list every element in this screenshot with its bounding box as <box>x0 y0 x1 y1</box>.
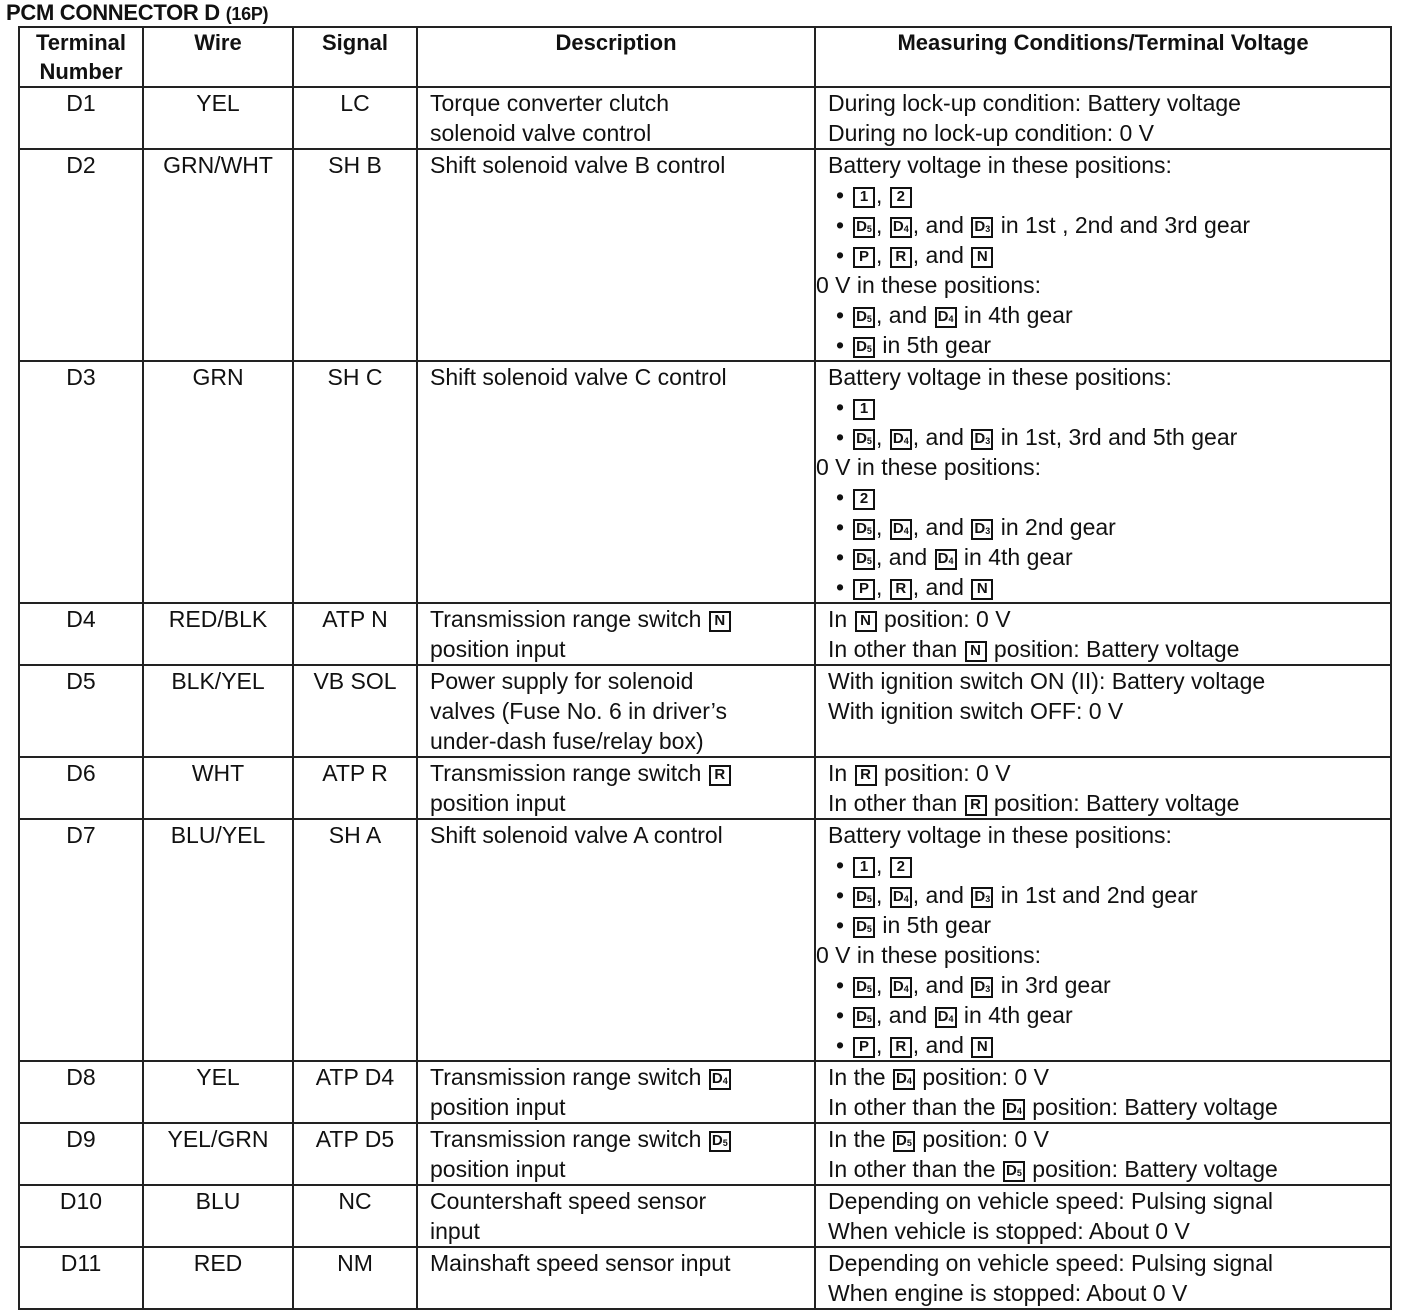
measuring-cell <box>815 87 1391 149</box>
table-row <box>19 149 1391 361</box>
wire-cell: BLU/YEL <box>143 819 293 1061</box>
description-line: position input <box>430 636 566 662</box>
wire-cell: BLU <box>143 1185 293 1247</box>
position-symbol-icon: $D_4$ <box>709 1069 731 1090</box>
terminal-cell: D5 <box>19 665 143 757</box>
measuring-line: In other than N position: Battery voltage <box>828 636 1240 662</box>
terminal-cell: D9 <box>19 1123 143 1185</box>
position-symbol-icon: $D_4$ <box>890 977 912 998</box>
bullet-item: • P , R , and N <box>828 1030 1390 1060</box>
signal-cell: ATP D5 <box>293 1123 417 1185</box>
position-symbol-icon: R <box>965 795 987 816</box>
header-measuring: Measuring Conditions/Terminal Voltage <box>815 27 1391 87</box>
bullet-item: • $D_5$ , $D_4$ , and $D_3$ in 1st, 3rd and 5th gear <box>828 422 1390 452</box>
position-symbol-icon: $D_5$ <box>853 337 875 358</box>
description-line: position input <box>430 790 566 816</box>
position-symbol-icon: $D_5$ <box>853 977 875 998</box>
bullet-item: • $D_5$ , $D_4$ , and $D_3$ in 1st and 2nd gear <box>828 880 1390 910</box>
position-symbol-icon: $D_5$ <box>853 217 875 238</box>
bullet-item: • $D_5$ in 5th gear <box>828 330 1390 360</box>
measuring-line: Battery voltage in these positions: <box>828 152 1172 178</box>
measuring-line: In other than the $D_4$ position: Battery voltage <box>828 1094 1278 1120</box>
position-symbol-icon: 1 <box>853 187 875 208</box>
terminal-cell: D6 <box>19 757 143 819</box>
title-suffix: (16P) <box>225 4 269 24</box>
signal-cell: ATP R <box>293 757 417 819</box>
position-symbol-icon: N <box>965 641 987 662</box>
wire-cell: BLK/YEL <box>143 665 293 757</box>
description-line: Transmission range switch $D_4$ <box>430 1062 814 1092</box>
signal-cell: VB SOL <box>293 665 417 757</box>
measuring-line: Depending on vehicle speed: Pulsing signal <box>828 1250 1273 1276</box>
position-symbol-icon: $D_3$ <box>971 519 993 540</box>
description-line: Torque converter clutch <box>430 90 670 116</box>
bullet-item: • $D_5$ in 5th gear <box>828 910 1390 940</box>
measuring-line: 0 V in these positions: <box>816 454 1042 480</box>
position-symbol-icon: $D_4$ <box>935 307 957 328</box>
position-symbol-icon: $D_5$ <box>853 917 875 938</box>
position-symbol-icon: $D_4$ <box>890 429 912 450</box>
measuring-line: In R position: 0 V <box>828 760 1011 786</box>
position-symbol-icon: 2 <box>853 489 875 510</box>
position-symbol-icon: R <box>855 765 877 786</box>
description-line: Countershaft speed sensor <box>430 1188 707 1214</box>
wire-cell: RED/BLK <box>143 603 293 665</box>
position-symbol-icon: $D_5$ <box>853 519 875 540</box>
bullet-item <box>828 392 1390 422</box>
position-symbol-icon: $D_5$ <box>853 549 875 570</box>
description-cell <box>417 149 815 361</box>
description-line: Shift solenoid valve B control <box>430 152 726 178</box>
signal-cell: SH B <box>293 149 417 361</box>
measuring-line: When engine is stopped: About 0 V <box>828 1280 1188 1306</box>
terminal-cell: D11 <box>19 1247 143 1309</box>
description-cell <box>417 1247 815 1309</box>
bullet-item: • 1 , 2 <box>828 850 1390 880</box>
description-line: Transmission range switch N <box>430 604 814 634</box>
header-row <box>19 27 1391 87</box>
description-line: Power supply for solenoid <box>430 668 694 694</box>
wire-cell: YEL/GRN <box>143 1123 293 1185</box>
title-text: PCM CONNECTOR D <box>6 0 220 25</box>
measuring-line: 0 V in these positions: <box>816 272 1042 298</box>
signal-cell: ATP D4 <box>293 1061 417 1123</box>
description-line: Shift solenoid valve A control <box>430 822 723 848</box>
bullet-item: • $D_5$ , and $D_4$ in 4th gear <box>828 1000 1390 1030</box>
bullet-item: • P , R , and N <box>828 240 1390 270</box>
position-symbol-icon: 2 <box>890 857 912 878</box>
measuring-cell <box>815 603 1391 665</box>
header-description: Description <box>417 27 815 87</box>
description-cell <box>417 87 815 149</box>
bullet-item: • $D_5$ , $D_4$ , and $D_3$ in 3rd gear <box>828 970 1390 1000</box>
measuring-line: During no lock-up condition: 0 V <box>828 120 1155 146</box>
measuring-line: Battery voltage in these positions: <box>828 822 1172 848</box>
signal-cell: NM <box>293 1247 417 1309</box>
description-line: Transmission range switch R <box>430 758 814 788</box>
description-line: Mainshaft speed sensor input <box>430 1250 731 1276</box>
signal-cell: NC <box>293 1185 417 1247</box>
position-symbol-icon: $D_5$ <box>853 887 875 908</box>
bullet-item: • 1 , 2 <box>828 180 1390 210</box>
signal-cell: SH C <box>293 361 417 603</box>
description-cell <box>417 1123 815 1185</box>
table-row <box>19 757 1391 819</box>
position-symbol-icon: 2 <box>890 187 912 208</box>
pcm-connector-table <box>18 26 1392 1310</box>
position-symbol-icon: $D_4$ <box>890 519 912 540</box>
wire-cell: GRN/WHT <box>143 149 293 361</box>
measuring-line: 0 V in these positions: <box>816 942 1042 968</box>
header-signal: Signal <box>293 27 417 87</box>
measuring-cell <box>815 665 1391 757</box>
position-symbol-icon: $D_4$ <box>935 1007 957 1028</box>
terminal-cell: D2 <box>19 149 143 361</box>
position-symbol-icon: $D_4$ <box>893 1069 915 1090</box>
bullet-item <box>828 482 1390 512</box>
terminal-cell: D7 <box>19 819 143 1061</box>
position-symbol-icon: 1 <box>853 857 875 878</box>
table-row <box>19 1247 1391 1309</box>
description-line: Transmission range switch $D_5$ <box>430 1124 814 1154</box>
description-cell <box>417 665 815 757</box>
table-row <box>19 603 1391 665</box>
measuring-cell <box>815 1061 1391 1123</box>
signal-cell: ATP N <box>293 603 417 665</box>
bullet-item: • $D_5$ , and $D_4$ in 4th gear <box>828 300 1390 330</box>
measuring-line: In other than R position: Battery voltage <box>828 790 1240 816</box>
signal-cell: SH A <box>293 819 417 1061</box>
position-symbol-icon: $D_4$ <box>935 549 957 570</box>
table-row <box>19 819 1391 1061</box>
description-line: input <box>430 1218 480 1244</box>
position-symbol-icon: $D_5$ <box>893 1131 915 1152</box>
bullet-item: • $D_5$ , $D_4$ , and $D_3$ in 1st , 2nd and 3rd gear <box>828 210 1390 240</box>
page-title <box>6 0 268 26</box>
position-symbol-icon: $D_5$ <box>853 1007 875 1028</box>
measuring-cell <box>815 819 1391 1061</box>
terminal-cell: D8 <box>19 1061 143 1123</box>
measuring-line: In the $D_5$ position: 0 V <box>828 1126 1049 1152</box>
description-cell <box>417 361 815 603</box>
terminal-cell: D1 <box>19 87 143 149</box>
terminal-cell: D10 <box>19 1185 143 1247</box>
position-symbol-icon: $D_3$ <box>971 887 993 908</box>
description-line: valves (Fuse No. 6 in driver’s <box>430 698 727 724</box>
wire-cell: GRN <box>143 361 293 603</box>
position-symbol-icon: $D_3$ <box>971 429 993 450</box>
wire-cell: RED <box>143 1247 293 1309</box>
description-cell <box>417 1185 815 1247</box>
table-row <box>19 665 1391 757</box>
position-symbol-icon: $D_4$ <box>890 217 912 238</box>
measuring-line: With ignition switch OFF: 0 V <box>828 698 1124 724</box>
position-symbol-icon: $D_5$ <box>709 1131 731 1152</box>
position-symbol-icon: N <box>709 611 731 632</box>
position-symbol-icon: $D_5$ <box>853 429 875 450</box>
description-cell <box>417 1061 815 1123</box>
table-row <box>19 1061 1391 1123</box>
table-row <box>19 87 1391 149</box>
measuring-line: In N position: 0 V <box>828 606 1011 632</box>
table-row <box>19 1123 1391 1185</box>
description-cell <box>417 757 815 819</box>
position-symbol-icon: P <box>853 247 875 268</box>
bullet-item: • P , R , and N <box>828 572 1390 602</box>
position-symbol-icon: N <box>971 1037 993 1058</box>
position-symbol-icon: N <box>855 611 877 632</box>
position-symbol-icon: $D_4$ <box>1003 1099 1025 1120</box>
measuring-line: With ignition switch ON (II): Battery voltage <box>828 668 1266 694</box>
header-wire: Wire <box>143 27 293 87</box>
bullet-item: • $D_5$ , and $D_4$ in 4th gear <box>828 542 1390 572</box>
measuring-line: When vehicle is stopped: About 0 V <box>828 1218 1190 1244</box>
position-symbol-icon: $D_3$ <box>971 217 993 238</box>
terminal-cell: D4 <box>19 603 143 665</box>
bullet-item: • $D_5$ , $D_4$ , and $D_3$ in 2nd gear <box>828 512 1390 542</box>
position-symbol-icon: $D_4$ <box>890 887 912 908</box>
measuring-cell <box>815 1123 1391 1185</box>
position-symbol-icon: 1 <box>853 399 875 420</box>
measuring-cell <box>815 757 1391 819</box>
description-cell <box>417 603 815 665</box>
description-line: under-dash fuse/relay box) <box>430 728 704 754</box>
measuring-cell <box>815 1247 1391 1309</box>
position-symbol-icon: R <box>709 765 731 786</box>
wire-cell: WHT <box>143 757 293 819</box>
description-line: Shift solenoid valve C control <box>430 364 727 390</box>
description-line: solenoid valve control <box>430 120 652 146</box>
measuring-line: Battery voltage in these positions: <box>828 364 1172 390</box>
position-symbol-icon: P <box>853 1037 875 1058</box>
header-terminal: Terminal Number <box>19 27 143 87</box>
measuring-cell <box>815 149 1391 361</box>
position-symbol-icon: $D_5$ <box>1003 1161 1025 1182</box>
measuring-line: In other than the $D_5$ position: Battery voltage <box>828 1156 1278 1182</box>
position-symbol-icon: P <box>853 579 875 600</box>
position-symbol-icon: R <box>890 1037 912 1058</box>
position-symbol-icon: N <box>971 247 993 268</box>
table-row <box>19 361 1391 603</box>
measuring-line: In the $D_4$ position: 0 V <box>828 1064 1049 1090</box>
table-row <box>19 1185 1391 1247</box>
measuring-cell <box>815 1185 1391 1247</box>
description-cell <box>417 819 815 1061</box>
position-symbol-icon: $D_3$ <box>971 977 993 998</box>
wire-cell: YEL <box>143 87 293 149</box>
description-line: position input <box>430 1156 566 1182</box>
position-symbol-icon: R <box>890 247 912 268</box>
position-symbol-icon: N <box>971 579 993 600</box>
position-symbol-icon: $D_5$ <box>853 307 875 328</box>
wire-cell: YEL <box>143 1061 293 1123</box>
measuring-cell <box>815 361 1391 603</box>
terminal-cell: D3 <box>19 361 143 603</box>
position-symbol-icon: R <box>890 579 912 600</box>
signal-cell: LC <box>293 87 417 149</box>
measuring-line: Depending on vehicle speed: Pulsing signal <box>828 1188 1273 1214</box>
measuring-line: During lock-up condition: Battery voltage <box>828 90 1241 116</box>
description-line: position input <box>430 1094 566 1120</box>
